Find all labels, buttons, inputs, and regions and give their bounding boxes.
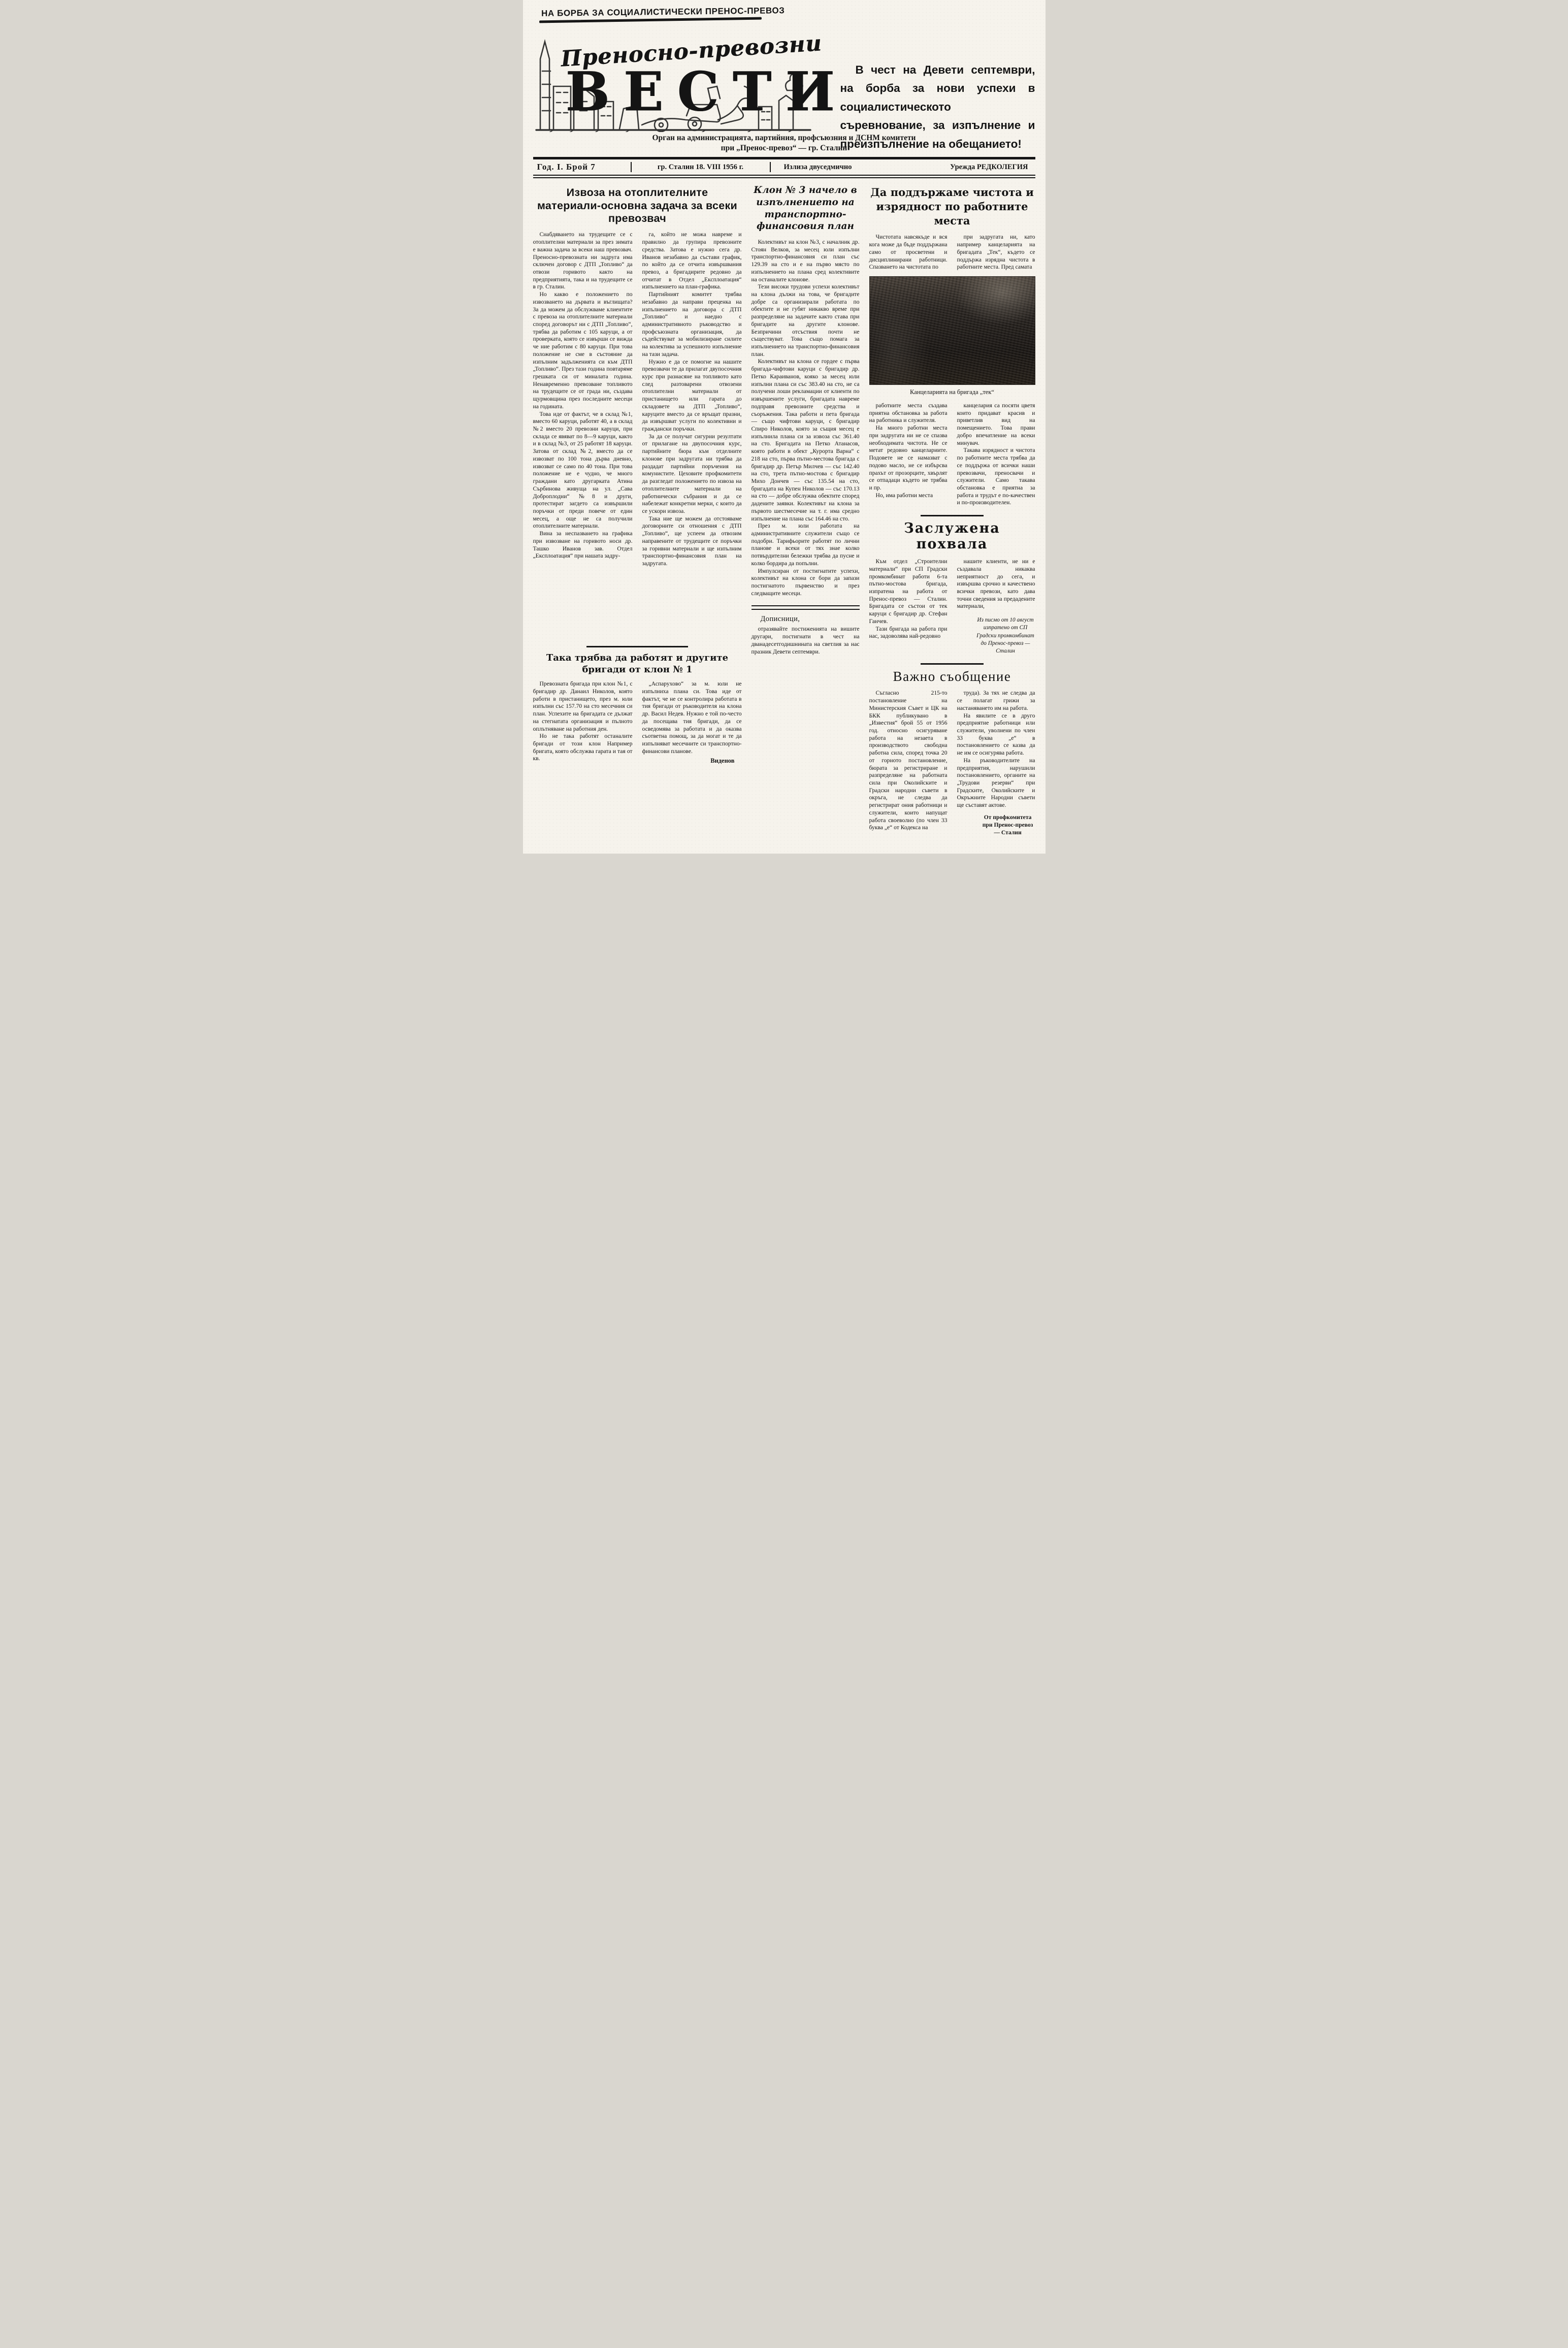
article-praise-columns bbox=[869, 558, 1035, 655]
masthead-script-title: Преносно-превозни bbox=[560, 30, 823, 72]
issue-info-bar bbox=[533, 157, 1035, 178]
section-divider-rule bbox=[586, 646, 688, 647]
article-heating-materials-col1: Снабдяването на трудещите се с отоплителни материали за през зимата е важна задача за всеки наш превозвач. Преносно-превозната ни задруга има сключен договор с ДТП „Топливо“ да отвози горивото както на предприятията, така и на трудещите се в гр. Сталин. Но какво е положението по извозването на дървата и въглищата? За да можем да обслужваме клиентите с превоза на отоплителните материали според договорът ни с ДТП „Топливо“, трябва да работим с 105 каруци, а от проверката, която се извърши се вижда че ние работим с 80 каруци. При това положение не сме в състояние да изпълним задълженията си към ДТП „Топливо“. През тази година повтаряме грешката си от миналата година. Ненавременно превозване топливото на трудещите се от града ни, създава щурмовщина през последните месеци на годината. Това иде от фактът, че в склад №1, вместо 60 каруци, работят 40, а в склад №2 вместо 20 превозни каруци, при склада се явяват по 8—9 каруци, както и в склад №3, от 25 работят 18 каруци. Затова от склад №2, вместо да се извозват по 100 тона дърва дневно, извозват се само по 40 тона. При това положение не е чудно, че много граждани като другарката Атина Сърбинова живуща на ул. „Сава Доброплодни“ №8 и други, протестират загдето са извършили поръчки от преди повече от един месец, а още не са получили отоплителните материали. Вина за неспазването на графика при извозване на горивото носи др. Ташко Иванов зав. Отдел „Експлоатация“ при нашата задру- bbox=[533, 231, 633, 560]
organ-line-2: при „Пренос-превоз“ — гр. Сталин bbox=[721, 144, 847, 153]
issue-bar-right bbox=[777, 163, 1031, 172]
content-grid bbox=[533, 184, 1035, 836]
issue-bar-divider bbox=[770, 162, 771, 172]
article-branch1-brigades-col1: Превозната бригада при клон №1, с бригадир др. Данаил Николов, която работи в пристанището, през м. юли изпълни със 157.70 на сто месечния си план. Успехите на бригадата се дължат на стегнатата организация и пълното оплътняване на работния ден. Но не така работят останалите бригади от този клон Например бригата, която обслужва гарата и тая от кв. bbox=[533, 680, 633, 762]
article-branch3-body: Колективът на клон №3, с началник др. Стоян Велков, за месец юли изпълни транспортно-финансовия си план със 129.39 на сто и е на първо място по изпълнението на плана сред колективите на останалите клонове. Тези високи трудови успехи колективът на клона дължи на това, че бригадите добре са организирали работата по обектите и не губят никакво време при разпределяне на задачите както става при бригадите на другите клонове. Безпричини отсъствия почти не съществуват. Това също помага за изпълнението на транспортно-финансовия план. Колективът на клона се гордее с първа бригада-чифтови каруци с бригадир др. Петко Караиванов, кояко за месец юли изпълни плана си със 383.40 на сто, не са получени лоши рекламации от клиенти по извършените услуги, бригадата навреме подправя превозните средства и съоръжения. Така работи и пета бригада — също чифтови каруци, с бригадир Спиро Николов, която за същия месец е изпълнила плана си за извоза със 361.40 на сто. Бригадата на Петко Атанасов, която работи в обект „Курорта Варна“ с 218 на сто, първа пътно-местова бригада с бригадир др. Петър Милчев — със 142.40 на сто, трета пътно-мостова с бригадир Михо Дончев — със 135.54 на сто, бригадата на Купен Николов — със 170.13 на сто — добре обслужва обектите според дадените заявки. Колективът на клона за първото шестмесечие на т. г. има средно изпълнение на плана със 164.46 на сто. През м. юли работата на административните служители също се подобри. Тарифьорите работят по лични планове и всеки от тях знае колко потвърдителни бележки трябва да пусне и колко бордира да попълни. Импулсиран от постигнатите успехи, колективът на клона се бори да запази постигнатото първенство и през следващите месеци. bbox=[751, 238, 860, 597]
september-ninth-appeal: В чест на Девети септември, на борба за нови успехи в социалистическото съревнование, за изпълнение и преизпълнение на обещанието! bbox=[840, 63, 1035, 150]
article-branch3-title: Клон № 3 начело в изпълнението на транспортно-финансовия план bbox=[754, 185, 857, 232]
article-cleanliness-intro-col2: при задругата ни, като например канцеларията на бригадата „Тек“, където се поддържа изрядна чистота в работните места. Пред самата bbox=[957, 234, 1035, 271]
article-cleanliness-intro-col1: Чистотата навсякъде и вся кога може да бъде поддържана само от просветени и дисциплинирани работници. Спазването на чистотата по bbox=[869, 234, 948, 271]
issue-place-date: гр. Сталин 18. VIII 1956 г. bbox=[657, 162, 744, 171]
letter-attribution: Из писмо от 10 август изпратено от СП Градски промкомбинат до Пренос-превоз — Сталин bbox=[976, 617, 1034, 655]
article-notice-col1: Съгласно 215-то постановление на Министерския Съвет и ЦК на БКК публикувано в „Известия“ брой 55 от 1956 год. относно осигуряване работа на незаета в производството свободна работна сила, според точка 20 от горното постановление, бюрата за регистриране и разпределяне на работната сила при Околийските и Градски народни съвети в окръга, не следва да регистрират ония работници и служители, които напущат работа своеволно (по член 33 буква „е“ от Кодекса на bbox=[869, 690, 948, 831]
section-divider-rule bbox=[921, 515, 984, 516]
photo-caption: Канцеларията на бригада „тек“ bbox=[910, 388, 994, 396]
article-praise-title: Заслужена похвала bbox=[904, 520, 1000, 552]
article-cleanliness-columns bbox=[869, 402, 1035, 507]
article-notice-columns bbox=[869, 690, 1035, 836]
brigade-office-photo bbox=[869, 276, 1035, 385]
issue-bar-divider bbox=[631, 162, 632, 172]
article-notice-title: Важно съобщение bbox=[893, 669, 1011, 684]
right-section bbox=[869, 184, 1035, 836]
article-notice-col2: труда). За тях не следва да се полагат грижи за настаняването им на работа. На явилите се в друго предприятие работници или служители, уволнени по член 33 буква „е“ в постановлението се казва да не им се осигурява работа. На ръководителите на предприятия, нарушили постановлението, органите на „Трудови резерви“ при Градските, Околийските и Окръжните Народни съвети ще съставят актове. bbox=[957, 690, 1035, 809]
article-cleanliness-col2: канцелария са посяти цветя които придават красив и приветлив вид на помещението. Това прави добро впечатление на всеки минувач. Такава изрядност и чистота по работните места трябва да се поддържа от всички наши превозвачи, преносвачи и служители. Само такава обстановка е приятна за работа и трудът е по-качествен и по-производителен. bbox=[957, 402, 1035, 506]
article-branch1-brigades-col2-wrap bbox=[642, 680, 742, 765]
issue-year-number: Год. I. Брой 7 bbox=[537, 162, 596, 172]
article-heating-materials-columns bbox=[533, 231, 742, 567]
article-branch1-brigades bbox=[533, 639, 742, 836]
middle-column bbox=[752, 184, 860, 836]
masthead-main-title: ВЕСТИ bbox=[565, 60, 848, 124]
committee-signature: От профкомитета при Пренос-превоз — Сталин bbox=[982, 813, 1033, 836]
top-slogan: НА БОРБА ЗА СОЦИАЛИСТИЧЕСКИ ПРЕНОС-ПРЕВОЗ bbox=[541, 6, 785, 18]
correspondents-body: отразявайте постиженията на вишите другари, постигнати в чест на дванадесетгодишнината на светлия за нас празник Девети септември. bbox=[751, 626, 860, 655]
issue-publisher: Урежда РЕДКОЛЕГИЯ bbox=[950, 162, 1028, 171]
article-praise-col1: Към отдел „Строителни материали“ при СП Градски промкомбинат работи 6-та пътно-мостова бригада, изпратена на работа от Пренос-превоз — Сталин. Бригадата се състои от тек каруци с бригадир др. Стефан Ганчев. Тази бригада на работа при нас, задоволява най-редовно bbox=[869, 558, 948, 640]
article-branch1-brigades-title: Така трябва да работят и другите бригади от клон № 1 bbox=[546, 653, 729, 675]
article-cleanliness-col1: работните места създава приятна обстановка за работа на работника и служителя. На много работни места при задругата ни не се спазва необходимата чистота. Не се метат редовно канцелариите. Подовете не се намазват с подово масло, не се избърсва прахът от прозорците, хвърлят се отпадаци където не трябва и пр. Но, има работни места bbox=[869, 402, 948, 499]
article-cleanliness-intro-columns bbox=[869, 234, 1035, 271]
article-heating-materials-col2: га, който не можа навреме и правилно да групира превозните средства. Затова е нужно сега др. Иванов незабавно да състави график, по който да се отчита извършвания превоз, а бригадирите редовно да отчитат в Отдел „Експлоатация“ изпълнението на план-графика. Партийният комитет трябва незабавно да направи преценка на изпълнението на договора с ДТП „Топливо“ и наедно с административното ръководство и профсъюзната организация, да съдействуват за мобилизиране силите на колектива за успешното изпълнение на тази задача. Нужно е да се помогне на нашите превозвачи те да прилагат двупосочния курс при разнасяне на топливото като след разтоварени отвозени отоплителни материали от пристанището или гарата до складовете на ДТП „Топливо“, каруците вместо да се връщат празни, да извършват услуги по колективни и граждански поръчки. За да се получат сигурни резултати от прилагане на двупосочния курс, партийните бюра към отделните клонове при задругата ни трябва да раздадат партийни поръчения на комунистите. Цеховите профкомитети да разгледат положението по извоза на отоплителните материали на работнически събрания и да се набележат конкретни мерки, с които да се ускори извоза. Така ние ще можем да отстояваме договорните си отношения с ДТП „Топливо“, ще успеем да отвозим направените от трудещите се поръчки за горивни материали и ще изпълним транспортно-финансовия план на задругата. bbox=[642, 231, 742, 567]
article-praise-col2-wrap bbox=[957, 558, 1035, 655]
article-notice-col2-wrap bbox=[957, 690, 1035, 836]
double-rule-divider bbox=[752, 605, 860, 610]
correspondents-heading: Дописници, bbox=[760, 615, 800, 624]
article-heating-materials bbox=[533, 184, 742, 639]
article-branch1-brigades-col2: „Аспарухово“ за м. юли не изпълниха плана си. Това иде от фактът, че не се контролира работата в тия бригади от ръководителя на клона др. Васил Недев. Нужно е той по-често да посещава тия бригади, да се осведомява за работата и да оказва съответна помощ, за да могат и те да изпълняват месечните си транспортно-финансови планове. bbox=[642, 680, 742, 755]
issue-frequency: Излиза двуседмично bbox=[783, 162, 852, 171]
newspaper-page bbox=[523, 0, 1046, 854]
section-divider-rule bbox=[921, 663, 984, 665]
article-cleanliness-title: Да поддържаме чистота и изрядност по работните места bbox=[870, 186, 1034, 227]
organ-line-1: Орган на администрацията, партийния, профсъюзния и ДСНМ комитети bbox=[652, 134, 916, 142]
article-branch1-brigades-columns bbox=[533, 680, 742, 765]
article-heating-materials-title: Извоза на отоплителните материали-основна задача за всеки превозвач bbox=[537, 186, 738, 224]
article-praise-col2: нашите клиенти, не ни е създавала никаква неприятност до сега, и извършва срочно и качествено всички превози, като дава точни сведения за предадените материали, bbox=[957, 558, 1035, 610]
author-signature: Виденов bbox=[710, 757, 735, 765]
